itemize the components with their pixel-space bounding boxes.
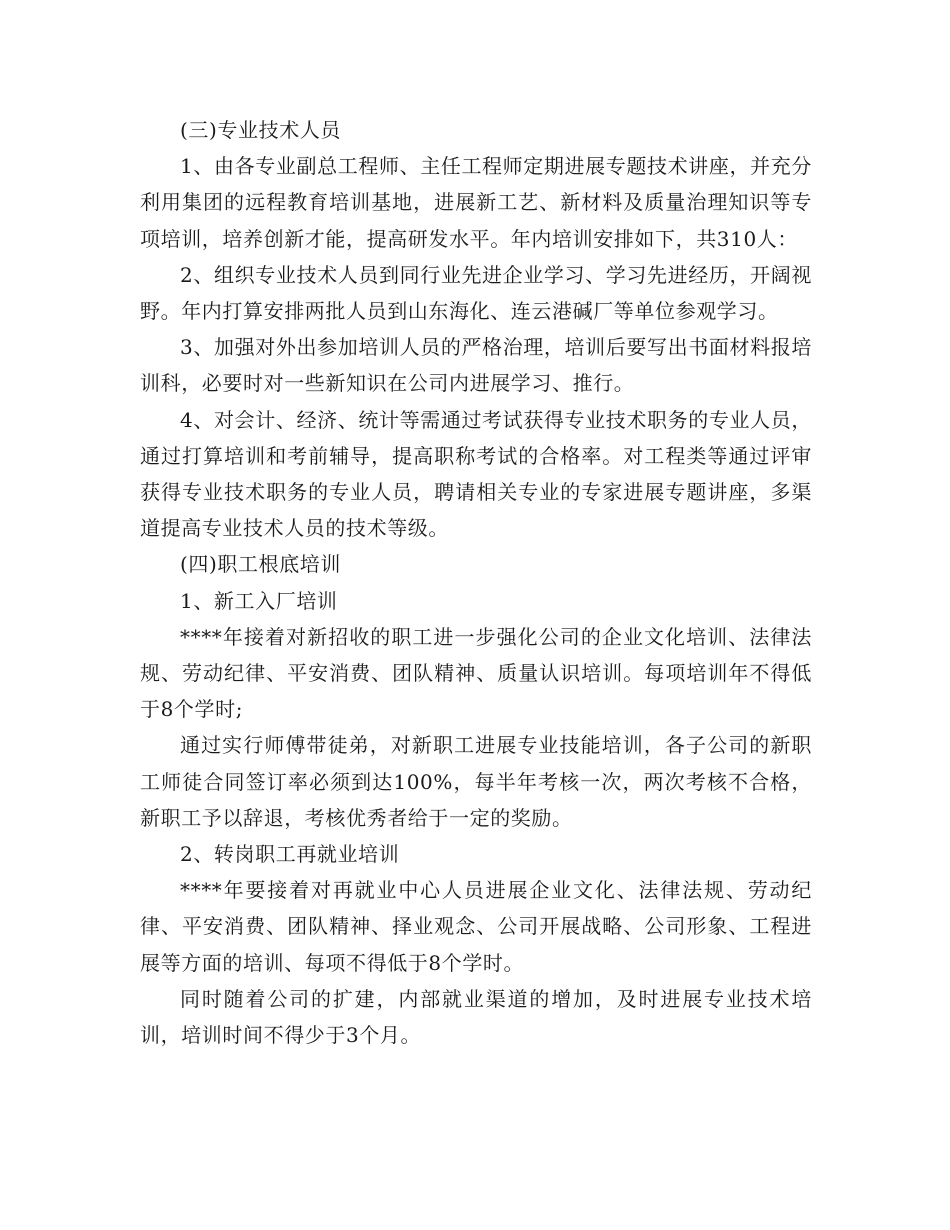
subheading-new-worker-training: 1、新工入厂培训 — [180, 588, 338, 613]
paragraph-item-2: 2、组织专业技术人员到同行业先进企业学习、学习先进经历，开阔视野。年内打算安排两批人员到山东海化、连云港碱厂等单位参观学习。 — [140, 262, 812, 324]
paragraph-apprenticeship: 通过实行师傅带徒弟，对新职工进展专业技能培训，各子公司的新职工师徒合同签订率必须到达100%，每半年考核一次，两次考核不合格，新职工予以辞退，考核优秀者给于一定的奖励。 — [140, 733, 812, 830]
paragraph-item-4: 4、对会计、经济、统计等需通过考试获得专业技术职务的专业人员，通过打算培训和考前辅导，提高职称考试的合格率。对工程类等通过评审获得专业技术职务的专业人员，聘请相关专业的专家进展专题讲座，多渠道提高专业技术人员的技术等级。 — [140, 407, 812, 541]
paragraph-reemployment-culture: ****年要接着对再就业中心人员进展企业文化、法律法规、劳动纪律、平安消费、团队精神、择业观念、公司开展战略、公司形象、工程进展等方面的培训、每项不得低于8个学时。 — [140, 878, 812, 975]
document-body — [140, 112, 812, 1053]
paragraph-item-1: 1、由各专业副总工程师、主任工程师定期进展专题技术讲座，并充分利用集团的远程教育培训基地，进展新工艺、新材料及质量治理知识等专项培训，培养创新才能，提高研发水平。年内培训安排如下，共310人： — [140, 154, 812, 251]
paragraph-new-worker-culture: ****年接着对新招收的职工进一步强化公司的企业文化培训、法律法规、劳动纪律、平安消费、团队精神、质量认识培训。每项培训年不得低于8个学时; — [140, 624, 812, 722]
section-heading-professional-staff: (三)专业技术人员 — [180, 118, 342, 142]
paragraph-item-3: 3、加强对外出参加培训人员的严格治理，培训后要写出书面材料报培训科，必要时对一些新知识在公司内进展学习、推行。 — [140, 335, 812, 396]
section-heading-basic-training: (四)职工根底培训 — [180, 552, 342, 577]
paragraph-expansion-training: 同时随着公司的扩建，内部就业渠道的增加，及时进展专业技术培训，培训时间不得少于3个月。 — [140, 986, 812, 1048]
subheading-reemployment-training: 2、转岗职工再就业培训 — [180, 842, 400, 867]
